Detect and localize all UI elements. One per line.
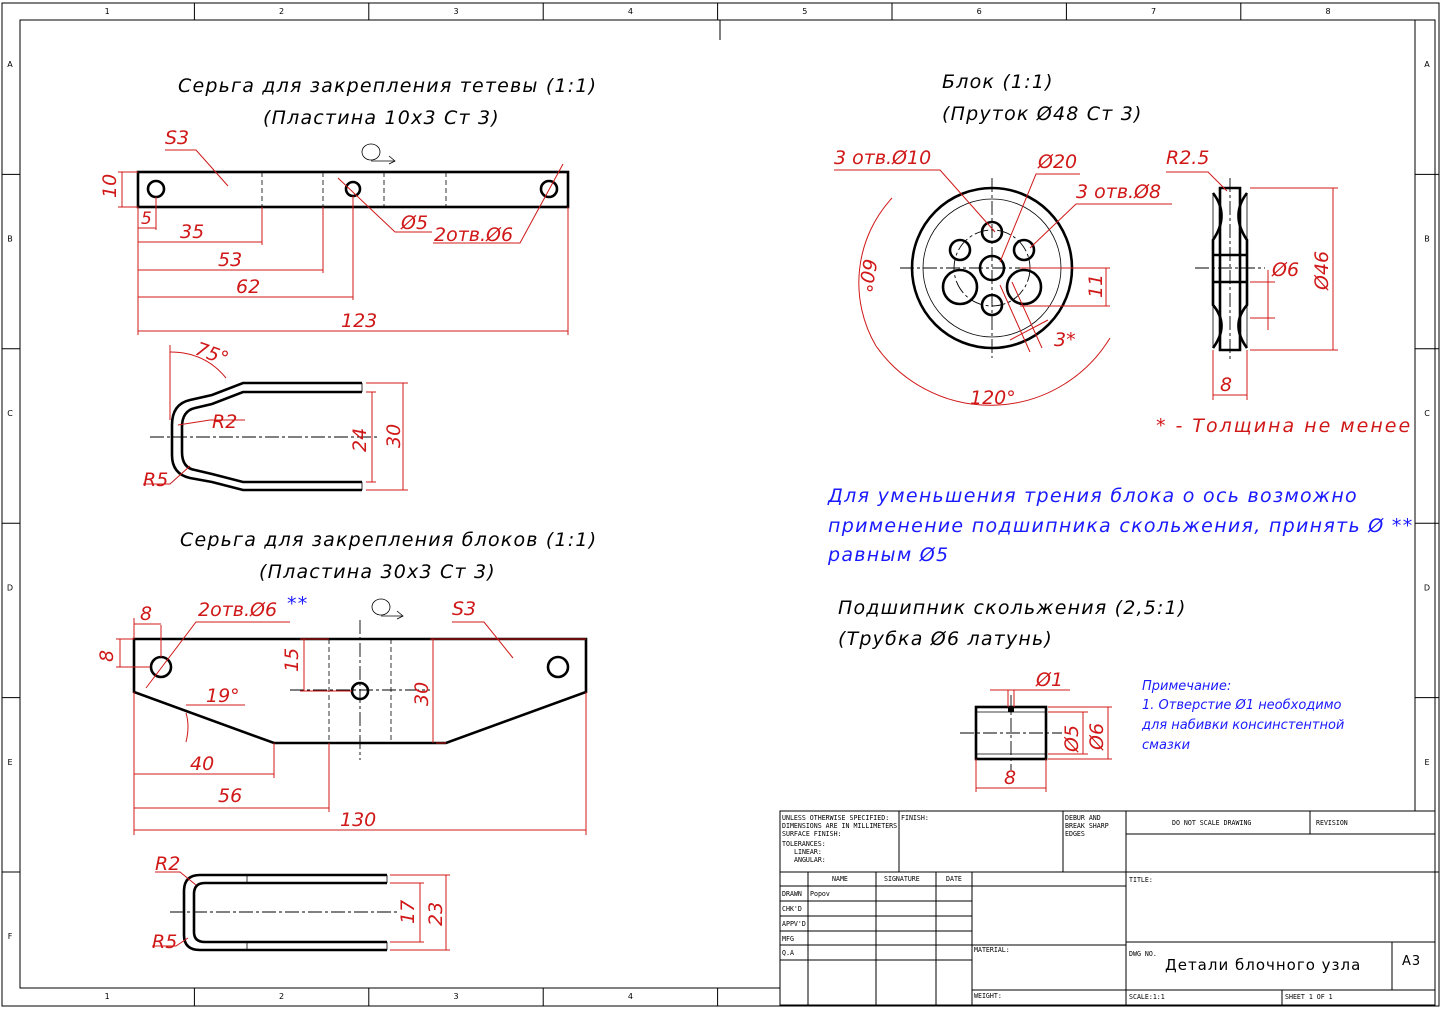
- part1-dim-holes-end: 2отв.Ø6: [434, 224, 514, 246]
- zone-col-bottom: 1: [104, 992, 110, 1001]
- tb-unless-1: DIMENSIONS ARE IN MILLIMETERS: [782, 822, 898, 830]
- part3-pcd: 60°: [853, 257, 881, 295]
- part2-dim-angle: 19°: [206, 685, 240, 707]
- part1-thickness: S3: [165, 127, 190, 149]
- part2-bend-w17: 17: [397, 899, 419, 924]
- tb-row-mfg: MFG: [782, 935, 794, 943]
- remark-line1: 1. Отверстие Ø1 необходимо: [1142, 698, 1342, 713]
- part3-d46: Ø46: [1311, 250, 1333, 290]
- tb-dwg-title: Детали блочного узла: [1165, 956, 1362, 974]
- part1-dim-123: 123: [341, 310, 378, 332]
- zone-col-bottom: 2: [279, 992, 285, 1001]
- zone-row-right: E: [1424, 757, 1430, 767]
- tb-size: A3: [1402, 954, 1422, 969]
- part3-angle120: 120°: [970, 387, 1016, 409]
- part3-block: [834, 71, 1412, 437]
- zone-col-top: 1: [104, 7, 110, 16]
- part3-note-star: * - Толщина не менее: [1156, 415, 1413, 437]
- part3-t3: 3*: [1054, 329, 1076, 351]
- part4-sleeve-bearing: [838, 597, 1187, 792]
- part2-dim-56: 56: [218, 785, 243, 807]
- zone-col-top: 6: [976, 7, 982, 16]
- tb-weight: WEIGHT:: [974, 992, 1002, 1000]
- part1-dim-35: 35: [180, 221, 205, 243]
- tb-drawn-name: Popov: [810, 890, 830, 898]
- part4-l8: 8: [1004, 767, 1017, 789]
- part4-subtitle: (Трубка Ø6 латунь): [838, 628, 1054, 650]
- part2-dim-40: 40: [190, 753, 215, 775]
- remark-note: [1141, 679, 1344, 753]
- title-block: [780, 811, 1435, 1005]
- zone-row-left: B: [7, 234, 13, 244]
- part3-subtitle: (Пруток Ø48 Ст 3): [942, 103, 1143, 125]
- zone-col-top: 8: [1325, 7, 1331, 16]
- part1-bend-r-inner: R2: [212, 411, 238, 433]
- part1-dim-53: 53: [218, 249, 243, 271]
- zone-row-left: A: [7, 60, 13, 70]
- friction-note-line3: равным Ø5: [828, 544, 950, 566]
- part2-bend-w23: 23: [425, 901, 447, 926]
- part1-dim-5: 5: [141, 209, 152, 229]
- tb-col-name: NAME: [832, 875, 848, 883]
- part3-w8: 8: [1220, 374, 1233, 396]
- part2-dim-8v: 8: [96, 649, 118, 662]
- part4-d1: Ø1: [1036, 669, 1064, 691]
- part1-dim-62: 62: [236, 276, 261, 298]
- remark-heading: Примечание:: [1142, 679, 1232, 694]
- part3-title: Блок (1:1): [942, 71, 1054, 93]
- zone-col-top: 7: [1151, 7, 1157, 16]
- part3-r25: R2.5: [1166, 147, 1210, 169]
- tb-finish: FINISH:: [901, 814, 929, 822]
- part2-dim-130: 130: [340, 809, 377, 831]
- tb-col-date: DATE: [946, 875, 962, 883]
- part1-title: Серьга для закрепления тетевы (1:1): [178, 75, 598, 97]
- remark-line2: для набивки консинстентной: [1142, 718, 1345, 733]
- part1-earring-string: [99, 75, 597, 491]
- tb-revision: REVISION: [1316, 819, 1348, 827]
- part1-bend-angle: 75°: [192, 338, 232, 371]
- part2-dim-8: 8: [140, 603, 153, 625]
- zone-row-right: C: [1424, 409, 1430, 418]
- tb-row-chkd: CHK'D: [782, 905, 802, 913]
- tb-unless-4: LINEAR:: [794, 848, 822, 856]
- part2-dim-30: 30: [411, 681, 433, 706]
- part2-bend-r-outer: R5: [152, 931, 178, 953]
- zone-row-right: D: [1423, 583, 1431, 593]
- tb-do-not-scale: DO NOT SCALE DRAWING: [1172, 819, 1252, 827]
- part2-dim-15: 15: [281, 647, 303, 672]
- zone-row-right: A: [1424, 60, 1430, 70]
- part4-d6: Ø6: [1086, 722, 1108, 750]
- zone-row-left: F: [7, 932, 13, 942]
- part3-d6: Ø6: [1272, 259, 1300, 281]
- tb-unless-2: SURFACE FINISH:: [782, 830, 842, 838]
- friction-note-line1: Для уменьшения трения блока о ось возможно: [828, 485, 1358, 507]
- part2-dim-stars: **: [287, 593, 309, 615]
- tb-unless-5: ANGULAR:: [794, 856, 826, 864]
- part1-bend-r-outer: R5: [143, 469, 169, 491]
- tb-dwg-no: DWG NO.: [1129, 950, 1157, 958]
- friction-note: [827, 485, 1414, 566]
- part2-title: Серьга для закрепления блоков (1:1): [180, 529, 598, 551]
- part1-dim-10: 10: [99, 173, 121, 198]
- part3-holes8: 3 отв.Ø8: [1076, 181, 1162, 203]
- tb-unless-3: TOLERANCES:: [782, 840, 826, 848]
- zone-col-top: 2: [279, 7, 285, 16]
- part3-holes10: 3 отв.Ø10: [834, 147, 932, 169]
- part2-thickness: S3: [452, 598, 477, 620]
- part2-bend-r-inner: R2: [155, 853, 181, 875]
- tb-deburr-0: DEBUR AND: [1065, 814, 1101, 822]
- zone-col-bottom: 3: [453, 992, 459, 1001]
- zone-row-left: C: [7, 409, 13, 418]
- part3-d20: Ø20: [1038, 151, 1078, 173]
- remark-line3: смазки: [1142, 738, 1191, 753]
- tb-row-qa: Q.A: [782, 949, 794, 957]
- part4-title: Подшипник скольжения (2,5:1): [838, 597, 1187, 619]
- friction-note-line2: применение подшипника скольжения, принять Ø **: [828, 515, 1414, 537]
- tb-deburr-2: EDGES: [1065, 830, 1085, 838]
- tb-unless-0: UNLESS OTHERWISE SPECIFIED:: [782, 814, 890, 822]
- zone-col-bottom: 4: [627, 992, 633, 1001]
- part1-subtitle: (Пластина 10x3 Ст 3): [263, 107, 500, 129]
- tb-material: MATERIAL:: [974, 946, 1010, 954]
- tb-col-signature: SIGNATURE: [884, 875, 920, 883]
- part1-bend-w30: 30: [383, 423, 405, 448]
- part2-dim-holes: 2отв.Ø6: [198, 599, 278, 621]
- tb-sheet: SHEET 1 OF 1: [1285, 993, 1333, 1001]
- zone-row-left: E: [7, 757, 13, 767]
- zone-col-top: 5: [802, 7, 808, 16]
- part2-subtitle: (Пластина 30x3 Ст 3): [259, 561, 496, 583]
- part4-d5: Ø5: [1061, 724, 1083, 752]
- tb-deburr-1: BREAK SHARP: [1065, 822, 1109, 830]
- tb-title-label: TITLE:: [1129, 876, 1153, 884]
- zone-row-right: B: [1424, 234, 1430, 244]
- tb-row-drawn: DRAWN: [782, 890, 802, 898]
- tb-scale: SCALE:1:1: [1129, 993, 1165, 1001]
- zone-col-top: 4: [627, 7, 633, 16]
- part1-dim-hole-center: Ø5: [401, 212, 429, 234]
- zone-row-left: D: [6, 583, 14, 593]
- part1-bend-w24: 24: [349, 427, 371, 452]
- part3-d11: 11: [1085, 273, 1107, 298]
- part2-earring-blocks: [96, 529, 597, 953]
- zone-col-top: 3: [453, 7, 459, 16]
- tb-row-appvd: APPV'D: [782, 920, 806, 928]
